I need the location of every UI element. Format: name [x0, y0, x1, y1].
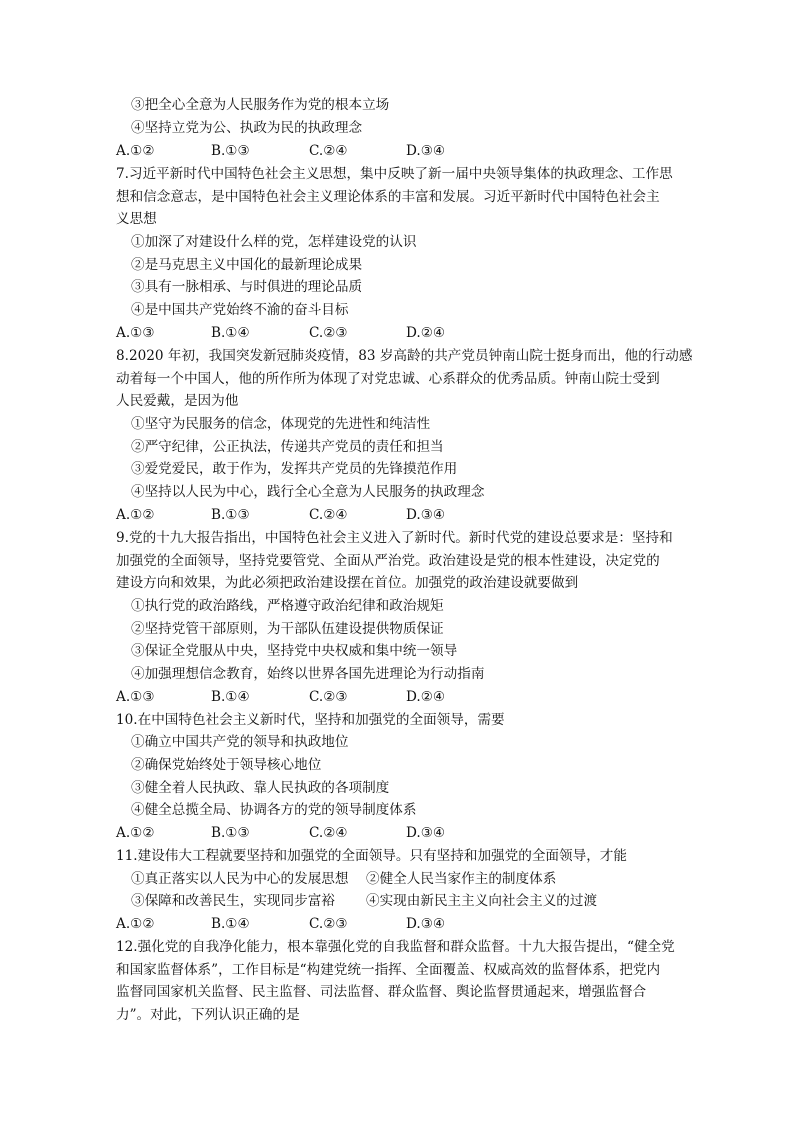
statement: ④实现由新民主主义向社会主义的过渡: [366, 893, 598, 909]
answer-option: B.①③: [211, 507, 250, 523]
question-12-stem: 12.强化党的自我净化能力，根本靠强化党的自我监督和群众监督。十九大报告提出，“健全党: [116, 939, 675, 955]
question-7-stem: 想和信念意志，是中国特色社会主义理论体系的丰富和发展。习近平新时代中国特色社会主: [116, 189, 660, 205]
question-7-stem: 义思想: [116, 211, 157, 227]
question-8-stem: 人民爱戴，是因为他: [116, 393, 239, 409]
question-8-stem: 动着每一个中国人，他的所作所为体现了对党忠诚、心系群众的优秀品质。钟南山院士受到: [116, 371, 660, 387]
answer-option: C.②④: [309, 825, 348, 841]
answer-option: A.①③: [116, 689, 155, 705]
answer-option: D.③④: [406, 825, 446, 841]
statement: ③爱党爱民，敢于作为，发挥共产党员的先锋摸范作用: [131, 461, 458, 477]
statement: ③把全心全意为人民服务作为党的根本立场: [131, 97, 390, 113]
question-12-stem: 监督同国家机关监督、民主监督、司法监督、群众监督、舆论监督贯通起来，增强监督合: [116, 984, 647, 1000]
statement: ②健全人民当家作主的制度体系: [366, 871, 557, 887]
answer-option: C.②③: [309, 916, 348, 932]
question-11-stem: 11.建设伟大工程就要坚持和加强党的全面领导。只有坚持和加强党的全面领导，才能: [116, 848, 627, 864]
answer-option: C.②③: [309, 689, 348, 705]
answer-option: A.①②: [116, 143, 155, 159]
question-10-stem: 10.在中国特色社会主义新时代，坚持和加强党的全面领导，需要: [116, 712, 505, 728]
question-12-stem: 力”。对此，下列认识正确的是: [116, 1007, 300, 1023]
answer-option: D.②④: [406, 325, 446, 341]
statement: ④是中国共产党始终不渝的奋斗目标: [131, 302, 349, 318]
question-9-stem: 建设方向和效果，为此必须把政治建设摆在首位。加强党的政治建设就要做到: [116, 575, 579, 591]
answer-option: B.①③: [211, 143, 250, 159]
question-9-stem: 9.党的十九大报告指出，中国特色社会主义进入了新时代。新时代党的建设总要求是：坚持和: [116, 530, 673, 546]
statement: ④坚持以人民为中心，践行全心全意为人民服务的执政理念: [131, 484, 485, 500]
statement: ③保证全党服从中央，坚持党中央权威和集中统一领导: [131, 643, 458, 659]
statement: ③具有一脉相承、与时俱进的理论品质: [131, 279, 363, 295]
answer-option: B.①③: [211, 825, 250, 841]
statement: ③保障和改善民生，实现同步富裕: [131, 893, 335, 909]
statement: ①真正落实以人民为中心的发展思想: [131, 871, 349, 887]
answer-option: A.①②: [116, 916, 155, 932]
answer-option: D.③④: [406, 916, 446, 932]
answer-option: D.③④: [406, 507, 446, 523]
answer-option: C.②④: [309, 507, 348, 523]
statement: ④加强理想信念教育，始终以世界各国先进理论为行动指南: [131, 666, 485, 682]
statement: ①确立中国共产党的领导和执政地位: [131, 734, 349, 750]
statement: ①执行党的政治路线，严格遵守政治纪律和政治规矩: [131, 598, 444, 614]
question-7-stem: 7.习近平新时代中国特色社会主义思想，集中反映了新一届中央领导集体的执政理念、工作思: [116, 166, 673, 182]
answer-option: D.③④: [406, 143, 446, 159]
statement: ②确保党始终处于领导核心地位: [131, 757, 322, 773]
statement: ③健全着人民执政、靠人民执政的各项制度: [131, 780, 390, 796]
answer-option: C.②③: [309, 325, 348, 341]
statement: ④健全总揽全局、协调各方的党的领导制度体系: [131, 802, 417, 818]
answer-option: D.②④: [406, 689, 446, 705]
answer-option: B.①④: [211, 916, 250, 932]
question-12-stem: 和国家监督体系”，工作目标是“构建党统一指挥、全面覆盖、权威高效的监督体系，把党内: [116, 962, 661, 978]
answer-option: B.①④: [211, 689, 250, 705]
statement: ②是马克思主义中国化的最新理论成果: [131, 257, 363, 273]
answer-option: A.①②: [116, 507, 155, 523]
question-9-stem: 加强党的全面领导，坚持党要管党、全面从严治党。政治建设是党的根本性建设，决定党的: [116, 553, 660, 569]
question-8-stem: 8.2020 年初，我国突发新冠肺炎疫情，83 岁高龄的共产党员钟南山院士挺身而出，他的行动感: [116, 348, 693, 364]
statement: ②严守纪律，公正执法，传递共产党员的责任和担当: [131, 439, 444, 455]
statement: ①加深了对建设什么样的党，怎样建设党的认识: [131, 234, 417, 250]
answer-option: C.②④: [309, 143, 348, 159]
answer-option: A.①②: [116, 825, 155, 841]
statement: ④坚持立党为公、执政为民的执政理念: [131, 120, 363, 136]
answer-option: A.①③: [116, 325, 155, 341]
statement: ②坚持党管干部原则，为干部队伍建设提供物质保证: [131, 621, 444, 637]
answer-option: B.①④: [211, 325, 250, 341]
statement: ①坚守为民服务的信念，体现党的先进性和纯洁性: [131, 416, 431, 432]
